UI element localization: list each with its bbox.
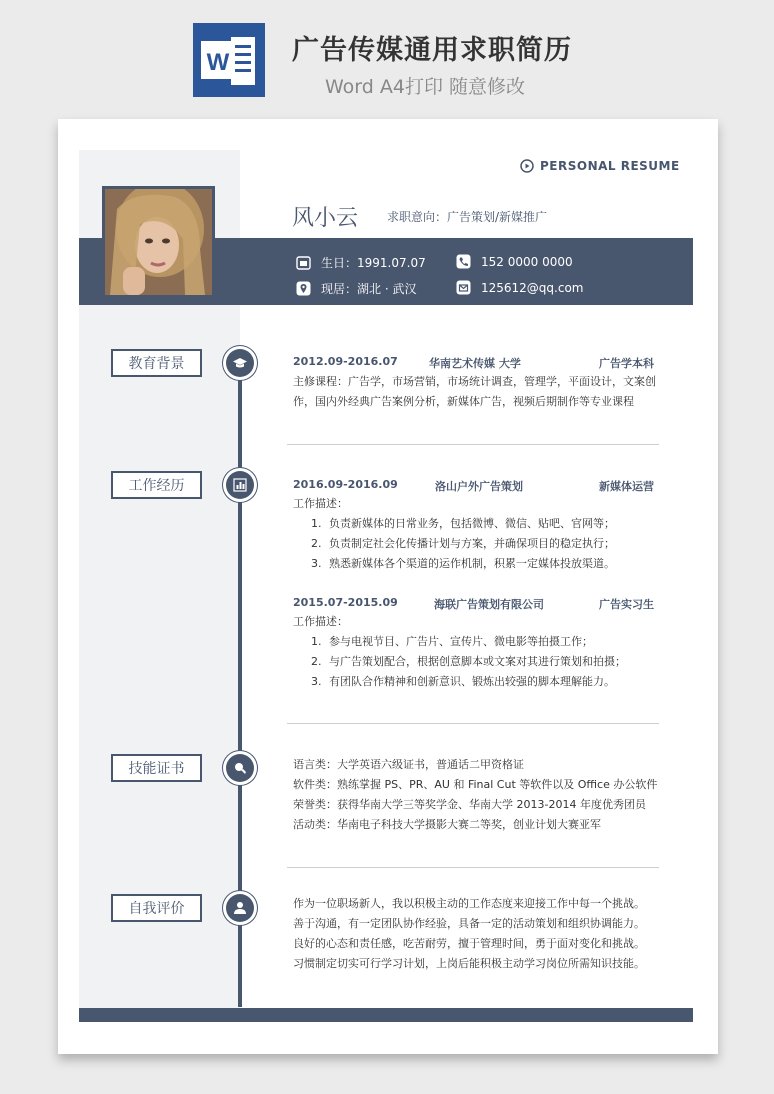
divider xyxy=(287,444,659,445)
job-1-title: 新媒体运营 xyxy=(599,480,654,493)
avatar-photo xyxy=(102,186,215,298)
education-school: 华南艺术传媒 大学 xyxy=(429,357,521,370)
work-node xyxy=(226,471,254,499)
self-node xyxy=(226,894,254,922)
candidate-name: 风小云 xyxy=(292,206,359,231)
job-1-date: 2016.09-2016.09 xyxy=(293,478,398,491)
list-item: 3. 熟悉新媒体各个渠道的运作机制，积累一定媒体投放渠道。 xyxy=(311,557,615,570)
play-circle-icon xyxy=(520,159,534,173)
location-text: 现居：湖北 · 武汉 xyxy=(321,282,417,296)
job-1-duties xyxy=(311,514,615,574)
location-info xyxy=(296,280,416,297)
birth-info xyxy=(296,254,426,271)
education-courses-line-2: 作，国内外经典广告案例分析，新媒体广告，视频后期制作等专业课程 xyxy=(293,395,634,408)
self-eval-line-4: 习惯制定切实可行学习计划，上岗后能积极主动学习岗位所需知识技能。 xyxy=(293,957,645,970)
birth-text: 生日：1991.07.07 xyxy=(321,256,426,270)
email-icon xyxy=(456,280,471,295)
education-node xyxy=(226,349,254,377)
skills-node xyxy=(226,754,254,782)
list-item: 3. 有团队合作精神和创新意识、锻炼出较强的脚本理解能力。 xyxy=(311,675,615,688)
job-1-desc-label: 工作描述： xyxy=(293,497,348,510)
education-date: 2012.09-2016.07 xyxy=(293,355,398,368)
skill-software: 软件类：熟练掌握 PS、PR、AU 和 Final Cut 等软件以及 Office 办公软件 xyxy=(293,778,658,791)
calendar-icon xyxy=(296,255,311,270)
job-2-company: 海联广告策划有限公司 xyxy=(434,598,544,611)
banner-subtitle: Word A4打印 随意修改 xyxy=(325,76,526,98)
user-icon xyxy=(232,900,248,916)
education-degree: 广告学本科 xyxy=(599,357,654,370)
section-label-skills: 技能证书 xyxy=(111,754,202,782)
self-eval-line-2: 善于沟通，有一定团队协作经验，具备一定的活动策划和组织协调能力。 xyxy=(293,917,645,930)
job-1-company: 洛山户外广告策划 xyxy=(435,480,523,493)
list-item: 2. 负责制定社会化传播计划与方案，并确保项目的稳定执行； xyxy=(311,537,615,550)
job-2-duties xyxy=(311,632,626,692)
self-eval-line-1: 作为一位职场新人，我以积极主动的工作态度来迎接工作中每一个挑战。 xyxy=(293,897,645,910)
phone-icon xyxy=(456,254,471,269)
graduation-cap-icon xyxy=(232,355,248,371)
banner-title: 广告传媒通用求职简历 xyxy=(292,35,572,66)
job-intent: 求职意向：广告策划/新媒推广 xyxy=(387,210,548,224)
job-2-title: 广告实习生 xyxy=(599,598,654,611)
personal-resume-mark xyxy=(520,159,680,173)
self-eval-line-3: 良好的心态和责任感，吃苦耐劳，擅于管理时间，勇于面对变化和挑战。 xyxy=(293,937,645,950)
list-item: 1. 负责新媒体的日常业务，包括微博、微信、贴吧、官网等； xyxy=(311,517,615,530)
divider xyxy=(287,867,659,868)
footer-band xyxy=(79,1008,693,1022)
word-icon xyxy=(193,23,265,97)
skill-activities: 活动类：华南电子科技大学摄影大赛二等奖，创业计划大赛亚军 xyxy=(293,818,601,831)
email-info xyxy=(456,280,584,295)
section-label-work: 工作经历 xyxy=(111,471,202,499)
section-label-self: 自我评价 xyxy=(111,894,202,922)
job-2-date: 2015.07-2015.09 xyxy=(293,596,398,609)
award-icon xyxy=(232,760,248,776)
job-2-desc-label: 工作描述： xyxy=(293,615,348,628)
phone-info xyxy=(456,254,573,269)
list-item: 1. 参与电视节目、广告片、宣传片、微电影等拍摄工作； xyxy=(311,635,593,648)
divider xyxy=(287,723,659,724)
bar-chart-icon xyxy=(232,477,248,493)
personal-resume-text: PERSONAL RESUME xyxy=(540,159,680,173)
education-courses-line-1: 主修课程：广告学，市场营销，市场统计调查，管理学，平面设计，文案创 xyxy=(293,375,656,388)
skill-honors: 荣誉类：获得华南大学三等奖学金、华南大学 2013-2014 年度优秀团员 xyxy=(293,798,646,811)
skill-language: 语言类：大学英语六级证书，普通话二甲资格证 xyxy=(293,758,524,771)
svg-text:W: W xyxy=(206,49,230,76)
location-icon xyxy=(296,281,311,296)
list-item: 2. 与广告策划配合，根据创意脚本或文案对其进行策划和拍摄； xyxy=(311,655,626,668)
email-text: 125612@qq.com xyxy=(481,280,584,295)
phone-text: 152 0000 0000 xyxy=(481,254,573,269)
section-label-education: 教育背景 xyxy=(111,349,202,377)
